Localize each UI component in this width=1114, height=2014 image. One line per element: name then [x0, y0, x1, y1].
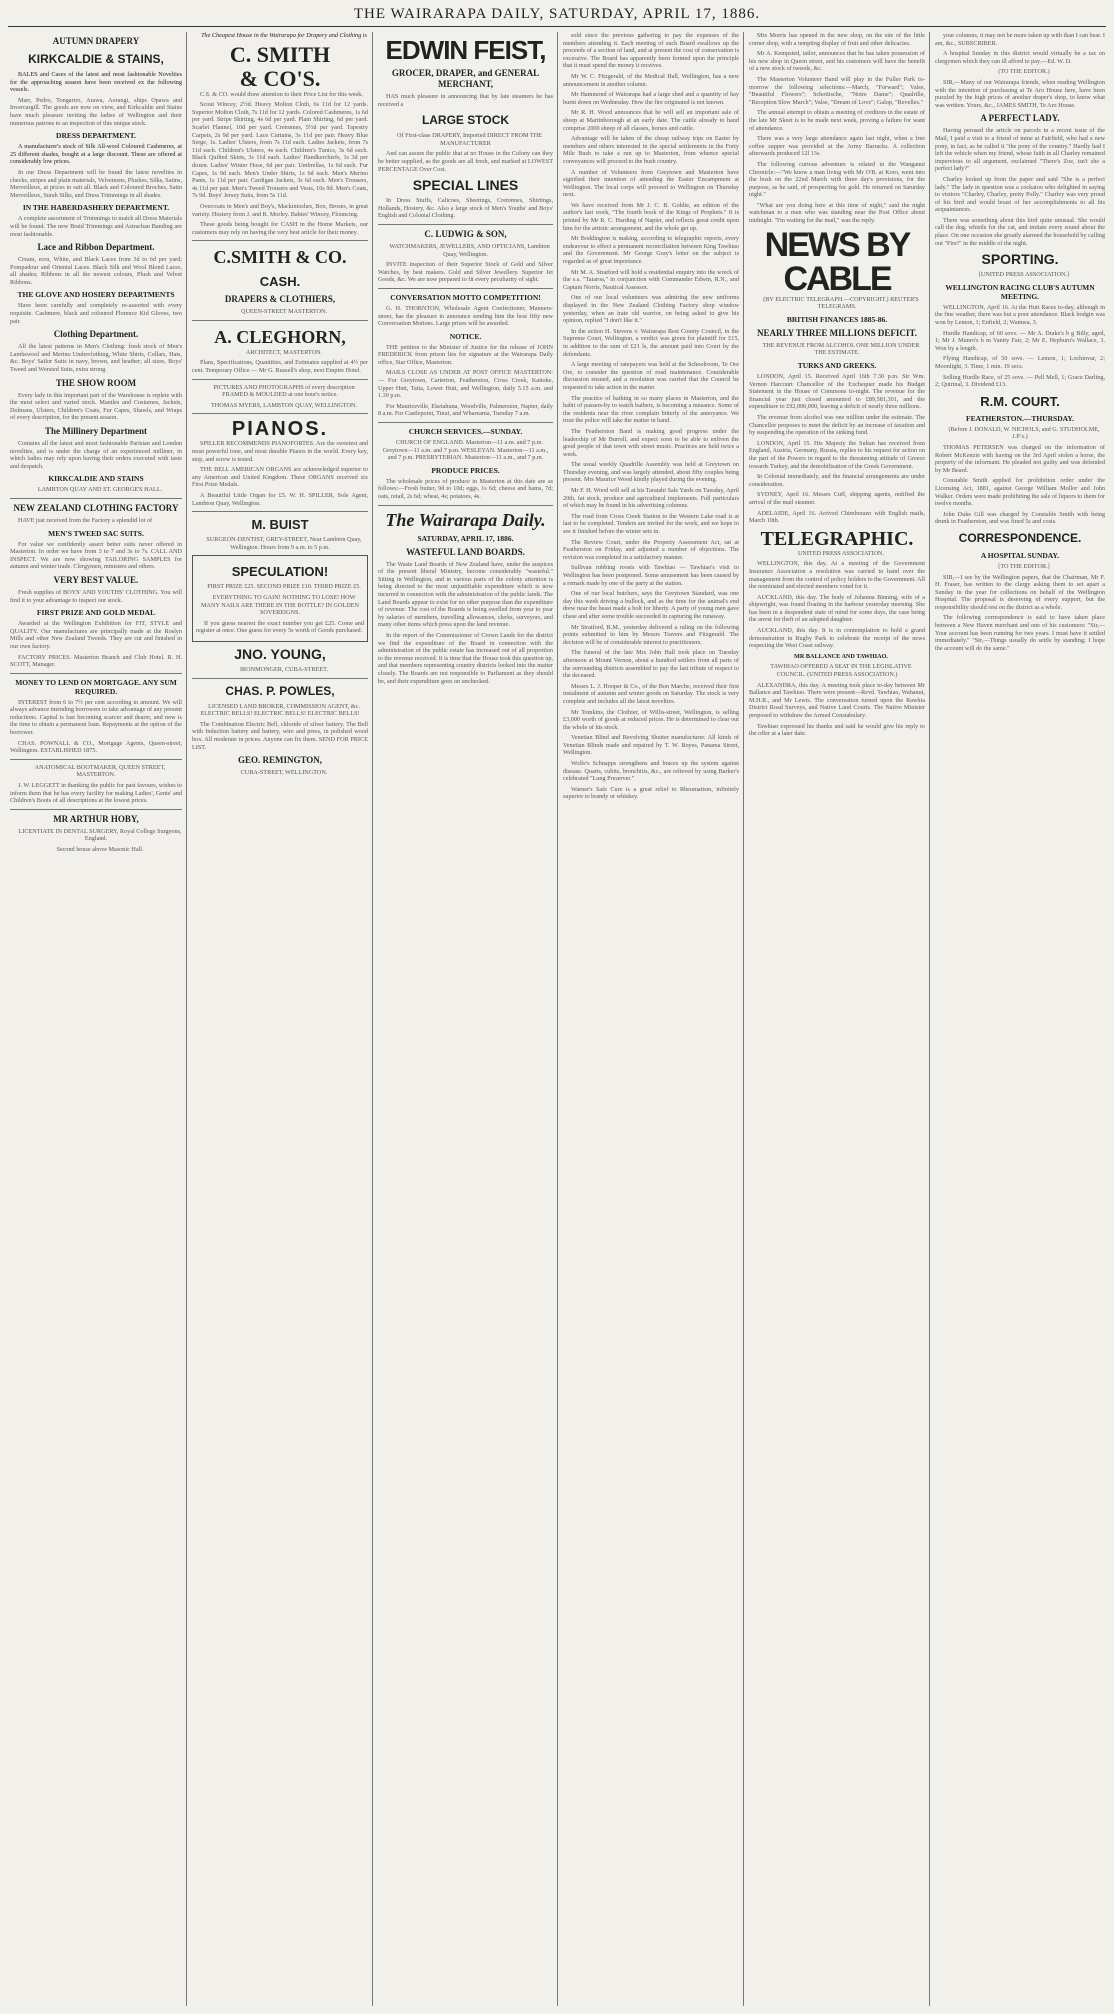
- ad-divider: [10, 498, 182, 499]
- ad-divider: [10, 673, 182, 674]
- ad-heading: C. SMITH: [229, 41, 331, 67]
- ad-divider: [378, 422, 553, 423]
- ad-heading: JNO. YOUNG,: [234, 645, 326, 662]
- ad-heading: THE GLOVE AND HOSIERY DEPARTMENTS: [17, 290, 175, 300]
- ad-heading: PIANOS.: [231, 418, 329, 441]
- ad-heading: CONVERSATION MOTTO COMPETITION!: [390, 292, 541, 302]
- ad-heading: MR ARTHUR HOBY,: [53, 813, 139, 824]
- ad-heading: KIRKCALDIE AND STAINS: [48, 474, 144, 484]
- ad-divider: [192, 320, 368, 321]
- ad-divider: [378, 505, 553, 506]
- article-heading: TURKS AND GREEKS.: [797, 361, 877, 371]
- article-heading: A PERFECT LADY.: [980, 113, 1060, 124]
- ad-divider: [192, 678, 368, 679]
- article-heading: WASTEFUL LAND BOARDS.: [406, 546, 525, 557]
- masthead: THE WAIRARAPA DAILY, SATURDAY, APRIL 17, 1886.: [353, 6, 761, 22]
- ad-heading: Lace and Ribbon Department.: [37, 242, 155, 253]
- masthead-rule: [8, 26, 1106, 27]
- ad-heading: & CO'S.: [239, 65, 321, 91]
- section-heading: R.M. COURT.: [980, 393, 1060, 409]
- article-heading: A HOSPITAL SUNDAY.: [980, 550, 1060, 560]
- issue-date: SATURDAY, APRIL 17, 1886.: [417, 533, 514, 543]
- column-1: AUTUMN DRAPERY KIRKCALDIE & STAINS, BALES and Cases of the latest and most fashionable Novelties for the approaching season have been received ex the following vessels. Marr, Pedro, Tongariro, Arawa, Aorangi, ships Opawa and Invercargill. The goods are now on view, and Kirkcaldie and Stains have much pleasure inviting the ladies of Wellington and their numerous patrons to an inspection of this unique stock. DRESS DEPARTMENT. A manufacturer's stock of Silk All-wool Coloured Cashmeres, at 25 different shades, bought at a large discount. These are offered at considerably low prices. In our Dress Department will be found the latest novelties in checks, stripes and plain materials, Velveteens, Plushes, Silks, Satins, Merveilleux, at prices to suit all. Black and Coloured Broches, Satin Merveilleux, Surah Silks, and Dress Trimmings in all shades. IN THE HABERDASHERY DEPARTMENT. A complete assortment of Trimmings to match all Dress Materials will be found. The new Braid Trimmings and Astrachan Banding are most fashionable. Lace and Ribbon Department. Cream, ecru, White, and Black Laces from 3d to 6d per yard; Pompadour and Oriental Laces. Black Silk and Wool Blond Laces, all shades; Ribbons in all the newest colours, Plush and Velvet Ribbons. THE GLOVE AND HOSIERY DEPARTMENTS Have been carefully and completely re-assorted with every requisite. Cashmere, black and coloured Florence Kid Gloves, two pair. Clothing Department. All the latest patterns in Men's Clothing: fresh stock of Men's Lambswool and Merino Underclothing, White Shirts, Collars, Hats, &c. Boys' Sailor Suits in navy, brown, and heather; all sizes, Boys' Tweed and Worsted Suits, extra strong. THE SHOW ROOM Every lady in this important part of the Warehouse is replete with the most select and varied stock. Mantles and Costumes, Jackets, Dolmans, Ulsters, Children's Coats, Fur Capes, Shawls, and Wraps of every description, for the present season. The Millinery Department Contains all the latest and most fashionable Parisian and London novelties, and is under the charge of an experienced milliner, in which ladies may rely upon having their orders executed with taste and despatch. KIRKCALDIE AND STAINS LAMBTON QUAY AND ST. GEORGE'S HALL. NEW ZEALAND CLOTHING FACTORY HAVE just received from the Factory a splendid lot of MEN'S TWEED SAC SUITS. For value we confidently assert better suits never offered in Masterton. In order we have from 3 to 7 and 3s to 7s. CALL AND INSPECT. We are now showing TAILORING SAMPLES for autumn and winter trade. Clergymen, ministers and others. VERY BEST VALUE. Fresh supplies of BOYS' AND YOUTHS' CLOTHING. You will find it to your advantage to inspect our stock. FIRST PRIZE AND GOLD MEDAL Awarded at the Wellington Exhibition for FIT, STYLE and QUALITY. Our manufactures are principally made at the Roslyn Mills and other New Zealand Tweeds. They are cut and finished in our own factory. FACTORY PRICES. Masterton Branch and Club Hotel. R. H. SCOTT, Manager. MONEY TO LEND ON MORTGAGE. ANY SUM REQUIRED. INTEREST from 6 to 7½ per cent according to amount. We will always advance intending borrowers to take advantage of any present reductions. Capital is fast becoming scarcer and dearer, and now is the time to obtain a permanent loan. Repayments at the option of the borrower. CHAS. POWNALL & CO., Mortgage Agents, Queen-street, Wellington. ESTABLISHED 1875. ANATOMICAL BOOTMAKER, QUEEN STREET, MASTERTON. J. W. LEGGETT in thanking the public for past favours, wishes to inform them that he has every facility for making Ladies', Gents' and Children's Boots of all descriptions at the lowest prices. MR ARTHUR HOBY, LICENTIATE IN DENTAL SURGERY, Royal College Surgeons, England. Second house above Masonic Hall.: [10, 36, 182, 853]
- ad-heading: MEN'S TWEED SAC SUITS.: [48, 528, 144, 538]
- column-divider: [557, 32, 558, 2006]
- column-6: your columns, it may not be more taken up with than I can bear. I am, &c., SUBSCRIBER. A hospital Sunday in this district would virtually be a tax on clergymen which they can ill afford to pay.—Ed. W. D. (TO THE EDITOR.) SIR,—Many of our Wairarapa friends, when reading Wellington with the intention of purchasing at Te Aro House here, have been puzzled by the high prices of another draper's shop, to know what was written. Yours, &c., JAMES SMITH, Te Aro House. A PERFECT LADY. Having perused the article on parcels in a recent issue of the Mail, I paid a visit to a friend of mine at Fairfield, who had a new pony, in fact, as he called it "the pony of the country." Hardly had I left the vehicle when my friend, whose faith in all Charley remained impervious to all argument, exclaimed "There's Zoe, isn't she a perfect lady?" Charley looked up from the paper and said "She is a perfect lady." The lady in question was a cockatoo who delighted in saying to visitors "Charley, Charley, pretty Polly." Charley was very proud of his bird and would boast of her accomplishments to all his acquaintances. There was something about this bird quite unusual. She would call the dog, whistle for the cat, and imitate every sound about the place. On one occasion she greatly alarmed the household by calling out "Fire!" in the middle of the night. SPORTING. [UNITED PRESS ASSOCIATION.] WELLINGTON RACING CLUB'S AUTUMN MEETING. WELLINGTON, April 16. At the Hutt Races to-day, although in the fine weather, there was but a poor attendance. Black bodgin was won by Lemon, 1; Enfield, 2; Waimea, 3. Hurdle Handicap, of 60 sovs. — Mr A. Drake's b g Billy, aged, 1; Mr J. Munro's b m Vanity Fair, 2; Mr E. Hepburn's Wallace, 3. Won by a length. Flying Handicap, of 50 sovs. — Lemon, 1; Lochinvar, 2; Moonlight, 3. Time, 1 min. 19 secs. Selling Hurdle Race, of 25 sovs. — Pell Mell, 1; Grace Darling, 2; Quirinal, 3. Dividend £13. R.M. COURT. FEATHERSTON.—THURSDAY. (Before J. DONALD, W. NICHOLS, and G. STUDHOLME, J.P.'s.) THOMAS PETERSEN was charged on the information of Robert McKenzie with having on the 3rd April stolen a horse, the property of the informant. He pleaded not guilty and was defended by Mr Beard. Constable Smith applied for prohibition order under the Licensing Act, 1881, against George William Mollor and John Walker. Orders were made prohibiting the sale of liquors to them for twelve months. John Duke Gill was charged by Constable Smith with being drunk in Featherston, and was fined 5s and costs. CORRESPONDENCE. A HOSPITAL SUNDAY. [TO THE EDITOR.] SIR,—I see by the Wellington papers, that the Chairman, Mr F. H. Fraser, has written to the clergy asking them to set apart a Sunday in the year for collections on behalf of the Wellington Hospital. The proposal is deserving of every support, but the responsibility should rest on the district as a whole. The following correspondence is said to have taken place between a New Haven merchant and one of his customers: "Sir,—Your account has been running for two years. I must have it settled immediately." "Sir,—Things usually do settle by standing; I hope the account will do the same.": [935, 32, 1105, 652]
- paper-title: The Wairarapa Daily.: [385, 509, 546, 530]
- ad-divider: [192, 511, 368, 512]
- ad-heading: THE SHOW ROOM: [55, 377, 137, 388]
- ad-heading: CHAS. P. POWLES,: [225, 683, 335, 698]
- column-divider: [186, 32, 187, 2006]
- ad-heading: C. LUDWIG & SON,: [424, 228, 507, 239]
- column-2: The Cheapest House in the Wairarapa for Drapery and Clothing is C. SMITH & CO'S. C.S. & CO. would draw attention to their Price List for this week. Scout Wincey, 2½d. Heavy Molton Cloth, 6s 11d for 12 yards. Superior Molton Cloth, 7s 11d for 12 yards. Colored Cashmeres, 1s 6d per yard. Stripe Shirting, 4s 6d per yard. Plain Shirting, 6d per yard. Scarlet Flannel, 10d per yard. Cretonnes, 5½d per yard. Tapestry Carpets, 2s 9d per yard. Lace Curtains, 3s 11d per pair. Heavy Blue Serge, 1s. Ladies' Ulsters, from 7s 11d each. Ladies Jackets, from 7s 11d each. Children's Ulsters, 4s each. Children's Tunics, 3s 6d each. Black Quilted Skirts, 3s 11d each. Ladies' Handkerchiefs, 1s 3d per dozen. Ladies' Winter Hose, 6d per pair. Umbrellas, 1s 6d each. Fur Capes, 1s 9d each. Men's Under Shirts, 1s 6d each. Men's Merino Pants, 1s 11d per pair. Cardigan Jackets, 3s 6d each. Men's Trousers, 4s 11d per pair. Men's Tweed Trousers and Vests, 10s 9d. Men's Coats, 7s 9d. Boys' Jersey Suits, from 5s 11d. Overcoats in Men's and Boy's, Mackintoshes, Box, Broses, in great variety. Hosiery from J. and R. Morley. Babies' Wincey, Flouncing. These goods being bought for CASH in the Home Markets, our customers may rely on having the very best article for their money. C.SMITH & CO. CASH. DRAPERS & CLOTHIERS, QUEEN-STREET MASTERTON. A. CLEGHORN, ARCHITECT, MASTERTON. Plans, Specifications, Quantities, and Estimates supplied at 4½ per cent. Temporary Office — Mr G. Russell's shop, next Empire Hotel. PICTURES AND PHOTOGRAPHS of every description FRAMED & MOULDED at one hour's notice. THOMAS MYERS, LAMBTON QUAY, WELLINGTON. PIANOS. SPILLER RECOMMENDS PIANOFORTES. Are the sweetest and most powerful tone, and most durable Pianos in the world. Every key, stop, and screw is tested. THE BELL AMERICAN ORGANS are acknowledged superior to any American and United Kingdom. These ORGANS received six First Prize Medals. A Beautiful Little Organ for £5. W. H. SPILLER, Sole Agent, Lambton Quay, Wellington. M. BUIST SURGEON-DENTIST, GREY-STREET, Near Lambton Quay, Wellington. Hours from 9 a.m. to 5 p.m. SPECULATION! FIRST PRIZE £25. SECOND PRIZE £10. THIRD PRIZE £5. EVERYTHING TO GAIN! NOTHING TO LOSE! HOW MANY NAILS ARE THERE IN THE BOTTLE? IN GOLDEN SOVEREIGNS. If you guess nearest the exact number you get £25. Come and register at once. One guess for every 5s worth of Goods purchased. JNO. YOUNG, IRONMONGER, CUBA-STREET. CHAS. P. POWLES, LICENSED LAND BROKER, COMMISSION AGENT, &c. ELECTRIC BELLS! ELECTRIC BELLS! ELECTRIC BELLS! The Combination Electric Bell, chloride of silver battery. The Bell with Induction battery and battery, wire and press, in polished wood box. All moderate in prices. Anyone can fix them. SEND FOR PRICE LIST. GEO. REMINGTON, CUBA-STREET, WELLINGTON.: [192, 32, 368, 777]
- ad-heading: SPECULATION!: [231, 564, 329, 580]
- section-heading: CORRESPONDENCE.: [958, 530, 1082, 545]
- ad-heading: SPECIAL LINES: [412, 177, 519, 194]
- article-heading: WELLINGTON RACING CLUB'S AUTUMN MEETING.: [945, 282, 1095, 301]
- ad-heading: NOTICE.: [449, 331, 482, 341]
- ad-heading: GROCER, DRAPER, and GENERAL MERCHANT,: [391, 68, 540, 89]
- ad-divider: [10, 759, 182, 760]
- ad-heading: PRODUCE PRICES.: [431, 465, 500, 475]
- article-heading: BRITISH FINANCES 1885-86.: [786, 314, 888, 324]
- section-heading: NEWS BY CABLE: [764, 225, 910, 298]
- ad-heading: NEW ZEALAND CLOTHING FACTORY: [13, 502, 179, 513]
- column-divider: [929, 32, 930, 2006]
- column-4: sold since the previous gathering to pay the expenses of the members attending it. Each meeting of such Board swallows up the proceeds of a section of land, and at present the cost of conservation is excessive. The Board has apparently been formed upon the principle that it must spend the money it receives. Mr W. C. Fitzgerald, of the Medical Hall, Wellington, has a new announcement in another column. Mr Hammond of Wairarapa had a large shed and a quantity of hay burnt down on Wednesday. How the fire originated is not known. Mr R. H. Wood announces that he will sell an important sale of sheep at Martinborough at an early date. The cattle already to hand comprise 2000 sheep of all classes, horses and cattle. Advantage will be taken of the cheap railway trips on Easter by members and others interested in the special settlements in the Forty Mile Bush to take a run up to Masterton, from whence special conveyances will proceed to the bush country. A number of Volunteers from Greytown and Masterton have signified their intention of attending the Easter Encampment at Wellington. The local corps will proceed to Wellington on Thursday next. We have received from Mr J. C. B. Goldie, an edition of the author's last work, "The fourth book of the Kings of Prophets." It is printed by Mr R. C. Harding of Napier, and reflects great credit upon him for the artistic arrangement, and the whole get up. Mr Boddington is making, according to telegraphic reports, every endeavour to effect a permanent reconciliation between King Tawhiao and the Government. Mr George Gray's letter on the subject is regarded as of great importance. Mr M. A. Stratford will hold a residential enquiry into the wreck of the s.s. "Taiaroa," in conjunction with Commander Edwin, R.N., and Captain Norris, Nautical Assessor. One of our local volunteers was admiring the new uniforms displayed in the New Zealand Clothing Factory shop window yesterday, when an irate old warrior, on being asked to give his opinion, replied "I don't like it." In the action H. Stevens v. Wairarapa Rest County Council, in the Supreme Court, Wellington, a verdict was given for plaintiff for £15, in addition to the sum of £21 ls, the amount paid into Court by the defendants. A large meeting of ratepayers was held at the Schoolroom, Te Ore Ore, to consider the question of road maintenance. Considerable discussion ensued, and a resolution was carried that the Council be requested to take action in the matter. The practice of bathing in so many places in Masterton, and the habit of passers-by to watch bathers, is becoming a nuisance. Some of the residents near the river complain bitterly of the annoyance. We trust the police will take the matter in hand. The Featherston Band is making good progress under the leadership of Mr Burrell, and expect soon to be able to enliven the good people of that town with street music. Practices are held twice a week. The usual weekly Quadrille Assembly was held at Greytown on Thursday evening, and was largely attended, about fifty couples being present. Mrs Maurice Wood kindly played during the evening. Mr F. H. Wood will sell at his Taratahi Sale Yards on Tuesday, April 20th, fat stock, produce and agricultural implements. Full particulars of which may be found in his advertising columns. The road from Cross Creek Station to the Western Lake road is at last to be completed. Tenders are invited for the work, and we hope to see it finished before the winter sets in. The Review Court, under the Property Assessment Act, sat at Featherston on Friday, and adjusted a number of objections. The revision was completed in a satisfactory manner. Sullivan robbing roosts with Tawhiao — Tawhiao's visit to Wellington has been postponed. Some amusement has been caused by a remark made by one of the party at the station. One of our local butchers, says the Greytown Standard, was one day this week driving a bullock, and as the time for the animal's end drew near the beast made a bolt for liberty. A party of young men gave chase and after some trouble succeeded in capturing the runaway. Mr Stratford, R.M., yesterday delivered a ruling on the following points submitted to him by Messrs Travers and Fitzgerald. The decision will be of considerable interest to practitioners. The funeral of the late Mrs John Hall took place on Tuesday afternoon at Mount Vernon, about a hundred settlers from all parts of the surrounding districts assembled to pay the last tribute of respect to the deceased. Messrs L. J. Hooper & Co., of the Bon Marche, received their first instalment of autumn and winter goods on Saturday. The stock is very complete and includes all the latest novelties. Mr Tomkins, the Clothier, of Willis-street, Wellington, is selling £3,000 worth of goods at reduced prices. He is determined to clear out the whole of his stock. Venetian Blind and Revolving Shutter manufacturer. All kinds of Venetian Blinds made and repaired by T. W. Boyes, Panama Street, Wellington. Wolfe's Schnapps strengthens and braces up the system against disease. Quarts, cubits, bronchitis, &c., are relieved by using Barker's celebrated "Lung Preserver." Warner's Safe Cure is a great relief to Rheumatism, infinitely superior to brandy or whiskey.: [563, 32, 739, 801]
- ad-text: A manufacturer's stock of Silk All-wool Coloured Cashmeres, at 25 different shades, bought at a large discount. These are offered at considerably low prices.: [10, 143, 182, 166]
- column-3: EDWIN FEIST, GROCER, DRAPER, and GENERAL MERCHANT, HAS much pleasure in announcing that by late steamers he has received a LARGE STOCK Of First-class DRAPERY, Imported DIRECT FROM THE MANUFACTURER And can assure the public that at no House in the Colony can they be better supplied, as the goods are all fresh, and marked at LOWEST PERCENTAGE Over Cost. SPECIAL LINES In Dress Stuffs, Calicoes, Sheetings, Cretonnes, Shirtings, Hollands, Hosiery, &c. Also a large stock of Men's Youths' and Boys' English and Colonial Clothing. C. LUDWIG & SON, WATCHMAKERS, JEWELLERS, AND OPTICIANS, Lambton Quay, Wellington. INVITE inspection of their Superior Stock of Gold and Silver Watches, by best makers. Gold and Silver Jewellery. Superior Jet Goods, &c. We are now prepared to fit every peculiarity of sight. CONVERSATION MOTTO COMPETITION! G. H. THORNTON, Wholesale Agent Confectioner, Manners-street, has the pleasure to announce sending him the best fifty new Conversation Mottoes. Large prizes will be awarded. NOTICE. THE petition to the Minister of Justice for the release of JOHN FREDERICK from prison lies for signature at the Wairarapa Daily office, Star Office, Masterton. MAILS CLOSE AS UNDER AT POST OFFICE MASTERTON:— For Greytown, Carterton, Featherston, Cross Creek, Kaitoke, Upper Hutt, Taita, Lower Hutt, and Wellington, daily 5.15 a.m. and 1.30 p.m. For Mauriceville, Eketahuna, Woodville, Palmerston, Napier, daily 8 a.m. For Castlepoint, Tinui, and Whareama, Tuesday 7 a.m. CHURCH SERVICES.—SUNDAY. CHURCH OF ENGLAND. Masterton—11 a.m. and 7 p.m. Greytown—11 a.m. and 7 p.m. WESLEYAN. Masterton—11 a.m., and 7 p.m. PRESBYTERIAN. Masterton—11 a.m., and 7 p.m. PRODUCE PRICES. The wholesale prices of produce in Masterton at this date are as follows:—Fresh butter, 9d to 10d; eggs, 1s 6d; cheese and hams, 7d; oats, retail, 2s 6d; wheat, 4s; potatoes, 4s. The Wairarapa Daily. SATURDAY, APRIL 17, 1886. WASTEFUL LAND BOARDS. The Waste Land Boards of New Zealand have, under the auspices of the present liberal Ministry, become considerably "wasteful." Sitting in Wellington, and in various parts of the colony attention is being directed to the most unjustifiable expenditure which is now incurred in connection with the administration of the public lands. The Land Boards appear to exist for no other purpose than the expenditure of revenue. The cost of the Boards is being swelled from year to year by salaries of members, travelling allowances, clerks, surveyors, and many other items which press upon the land revenue. In the report of the Commissioner of Crown Lands for the district we find the expenditure of the Board in connection with the administration of the public estate has increased out of all proportion to the revenue received. It is time that the House took this question up, and that members representing country districts looked into the matter closely. The Boards are not responsible to Parliament as they should be, and their expenditure goes on unchecked.: [378, 35, 553, 685]
- ad-heading: KIRKCALDIE & STAINS,: [28, 52, 164, 66]
- article-heading: FEATHERSTON.—THURSDAY.: [966, 413, 1074, 423]
- ad-heading: GEO. REMINGTON,: [237, 755, 323, 766]
- ad-heading: DRAPERS & CLOTHIERS,: [224, 294, 336, 305]
- ad-heading: CASH.: [259, 274, 301, 290]
- ad-divider: [192, 240, 368, 241]
- column-5: Mrs Morris has opened in the new shop, on the site of the little corner shop, with a tempting display of fruit and other delicacies. Mr A. Kempsted, tailor, announces that he has taken possession of his new shop in Queen street, and his customers will have the benefit of a new stock of tweeds, &c. The Masterton Volunteer Band will play in the Fuller Park to-morrow the following selections:—March, "Forward"; Valse, "Beautiful Flowers"; Schottische, "Notre Dame"; Quadrille, "Reception Slow March"; Valse, "Dream of Love"; Galop, "Revelles." The annual attempt to obtain a meeting of creditors in the estate of the late Mr Skeet is to be made next week, proving a failure for want of attendance. There was a very large attendance again last night, when a free coffee supper was provided at the Army Barracks. A collection afterwards produced 12l 13s. The following curious adventure is related in the Wanganui Chronicle:—"We know a man living with Mr O'B. at Koro, went into the bush on the 22nd March with three day's provisions, for the purpose, as he said, of prospecting for gold. He returned on Saturday night." "What are you doing here at this time of night," said the night watchman to a man who was standing near the Post Office about midnight. "I'm waiting for the mail," was the reply. NEWS BY CABLE (BY ELECTRIC TELEGRAPH.—COPYRIGHT.) REUTER'S TELEGRAMS. BRITISH FINANCES 1885-86. NEARLY THREE MILLIONS DEFICIT. THE REVENUE FROM ALCOHOL ONE MILLION UNDER THE ESTIMATE. TURKS AND GREEKS. LONDON, April 15. Received April 16th 7.30 p.m. Sir Wm. Vernon Harcourt Chancellor of the Exchequer made his Budget Statement in the House of Commons to-night. The revenue for the financial year just closed amounted to £89,581,301, and the expenditure to £92,000,000, leaving a deficit of nearly three millions. The revenue from alcohol was one million under the estimate. The Chancellor proposes to meet the deficit by an increase of taxation and by suspending the operation of the sinking fund. LONDON, April 15. His Majesty the Sultan has received from England, Austria, Germany, Russia, replies to his request for action on the part of the Powers in regard to the threatening attitude of Greece towards Turkey, and the demobilisation of the Greek Government. In Colonial immediately, and the financial arrangements are under consideration. SYDNEY, April 16. Messrs Cuff, shipping agents, notified the arrival of the mail steamer. ADELAIDE, April 16. Arrived Chimborazo with English mails, March 10th. TELEGRAPHIC. UNITED PRESS ASSOCIATION. WELLINGTON, this day. At a meeting of the Government Insurance Association a resolution was carried to hand over the management from the control of policy holders to the Government. All the nominated and elected members voted for it. AUCKLAND, this day. The body of Johanna Binning, wife of a shipwright, was found floating in the harbour yesterday morning. She has been in a despondent state of mind for some days, the case being the arrest for theft of an adopted daughter. AUCKLAND, this day. It is in contemplation to hold a grand demonstration in Rugby Park to celebrate the receipt of the news respecting the West Coast railway. MR BALLANCE AND TAWHIAO. TAWHIAO OFFERED A SEAT IN THE LEGISLATIVE COUNCIL. (UNITED PRESS ASSOCIATION.) ALEXANDRA, this day. A meeting took place to-day between Mr Ballance and Tawhiao. There were present—Revd. Tawhiao, Wahanui, M.H.R., and Mr Lewis. The conversation turned upon the Rawhia District Road Surveys, and Native Land Courts. The Native Minister proposed to withdraw the Armed Constabulary. Tawhiao expressed his thanks and said he would give his reply to the offer at a later date.: [749, 32, 925, 738]
- ad-heading: CHURCH SERVICES.—SUNDAY.: [408, 427, 523, 437]
- ad-heading: IN THE HABERDASHERY DEPARTMENT.: [22, 203, 170, 213]
- ad-intro: The Cheapest House in the Wairarapa for Drapery and Clothing is: [201, 32, 367, 39]
- ad-heading: AUTUMN DRAPERY: [52, 36, 140, 46]
- ad-heading: VERY BEST VALUE.: [53, 574, 139, 585]
- ad-heading: A. CLEGHORN,: [214, 326, 346, 347]
- article-heading: NEARLY THREE MILLIONS DEFICIT.: [756, 327, 918, 338]
- speculation-ad: SPECULATION! FIRST PRIZE £25. SECOND PRIZE £10. THIRD PRIZE £5. EVERYTHING TO GAIN! NOTHING TO LOSE! HOW MANY NAILS ARE THERE IN THE BOTTLE? IN GOLDEN SOVEREIGNS. If you guess nearest the exact number you get £25. Come and register at once. One guess for every 5s worth of Goods purchased.: [192, 555, 368, 642]
- ad-text: BALES and Cases of the latest and most fashionable Novelties for the approaching season have been received ex the following vessels.: [10, 71, 182, 94]
- column-divider: [743, 32, 744, 2006]
- ad-heading: C.SMITH & CO.: [213, 247, 347, 268]
- ad-divider: [192, 413, 368, 414]
- ad-divider: [378, 288, 553, 289]
- ad-heading: MONEY TO LEND ON MORTGAGE. ANY SUM REQUIRED.: [15, 677, 177, 696]
- ad-divider: [192, 379, 368, 380]
- ad-heading: Clothing Department.: [53, 329, 139, 340]
- ad-divider: [10, 809, 182, 810]
- ad-heading: M. BUIST: [251, 517, 309, 533]
- ad-heading: FIRST PRIZE AND GOLD MEDAL: [36, 608, 156, 618]
- ad-heading: The Millinery Department: [45, 426, 147, 436]
- column-divider: [372, 32, 373, 2006]
- section-heading: TELEGRAPHIC.: [760, 527, 914, 550]
- ad-divider: [378, 224, 553, 225]
- ad-heading: EDWIN FEIST,: [385, 35, 546, 65]
- section-heading: SPORTING.: [981, 251, 1059, 268]
- ad-heading: LARGE STOCK: [421, 113, 510, 128]
- ad-heading: DRESS DEPARTMENT.: [56, 131, 136, 141]
